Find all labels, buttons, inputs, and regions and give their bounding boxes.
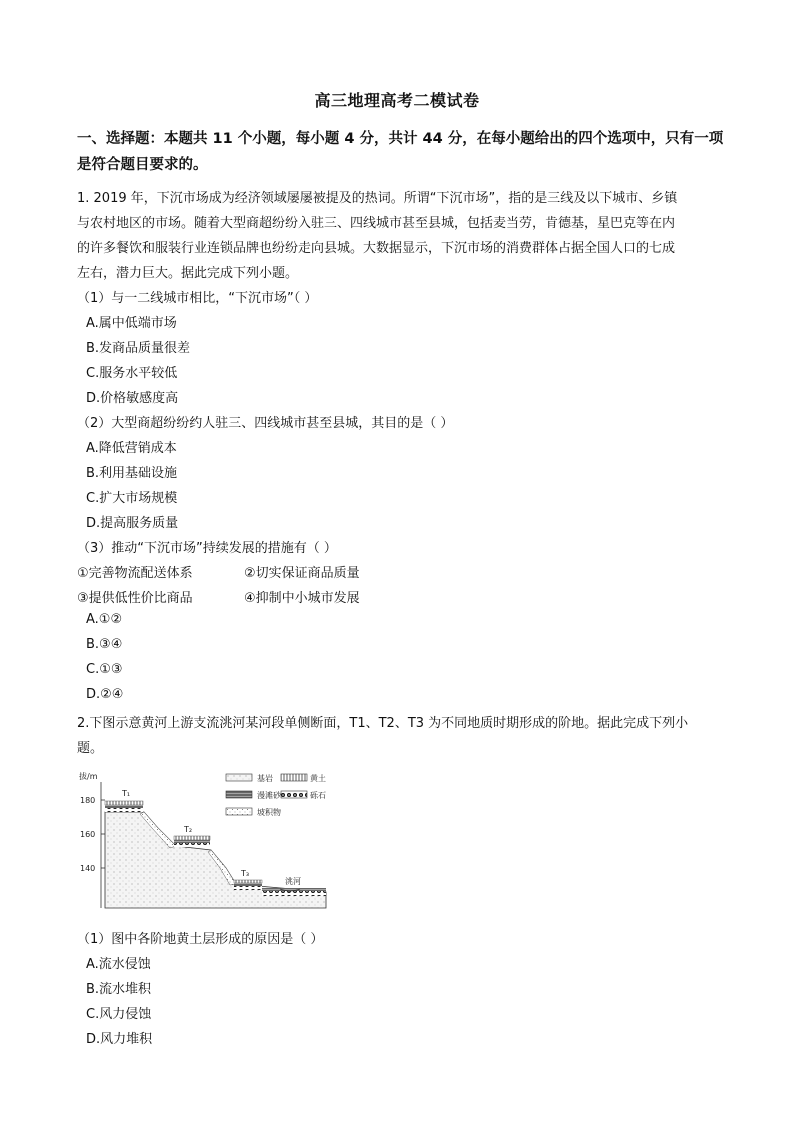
legend-label: 基岩: [257, 774, 273, 783]
q1-sub2-option-a[interactable]: A.降低营销成本: [86, 441, 177, 456]
q2-passage-line: 题。: [77, 741, 104, 756]
q2-sub1-option-a[interactable]: A.流水侵蚀: [86, 957, 151, 972]
q1-sub1-option-a[interactable]: A.属中低端市场: [86, 316, 177, 331]
river-label: 洮河: [285, 877, 301, 886]
page-title: 高三地理高考二模试卷: [314, 91, 480, 110]
q1-sub1-option-b[interactable]: B.发商品质量很差: [86, 341, 191, 356]
q1-sub3-option-c[interactable]: C.①③: [86, 662, 123, 677]
q1-sub1-stem: （1）与一二线城市相比，“下沉市场”（ ）: [77, 291, 318, 306]
q1-sub2-option-d[interactable]: D.提高服务质量: [86, 516, 179, 531]
q2-sub1-stem: （1）图中各阶地黄土层形成的原因是（ ）: [77, 932, 324, 947]
q1-passage-line: 的许多餐饮和服装行业连锁品牌也纷纷走向县城。大数据显示，下沉市场的消费群体占据全国人口的七成: [77, 241, 676, 256]
terrace-label-t1: T₁: [122, 789, 131, 798]
y-axis-label: 拔/m: [79, 772, 98, 781]
q1-passage-line: 与农村地区的市场。随着大型商超纷纷入驻三、四线城市甚至县城，包括麦当劳，肯德基，星巴克等在内: [77, 216, 676, 231]
y-tick-140: 140: [80, 864, 96, 873]
legend-label: 坡积物: [257, 808, 281, 817]
legend-label: 黄土: [310, 774, 326, 783]
q1-sub3-statement-4: ④抑制中小城市发展: [244, 591, 360, 606]
q1-passage-line: 左右，潜力巨大。据此完成下列小题。: [77, 266, 299, 281]
terrace-label-t2: T₂: [184, 825, 193, 834]
terrace-label-t3: T₃: [241, 869, 250, 878]
q1-sub3-statement-2: ②切实保证商品质量: [244, 566, 360, 581]
q1-sub3-stem: （3）推动“下沉市场”持续发展的措施有（ ）: [77, 541, 337, 556]
q1-sub2-option-c[interactable]: C.扩大市场规模: [86, 491, 178, 506]
q1-sub3-option-a[interactable]: A.①②: [86, 612, 123, 627]
q1-sub2-option-b[interactable]: B.利用基础设施: [86, 466, 178, 481]
terrace-cross-section-figure: [76, 768, 338, 914]
q1-sub3-statement-1: ①完善物流配送体系: [77, 566, 193, 581]
legend-label: 砾石: [310, 791, 326, 800]
q1-sub1-option-d[interactable]: D.价格敏感度高: [86, 391, 179, 406]
section-header: 一、选择题：本题共 11 个小题，每小题 4 分，共计 44 分，在每小题给出的四个选项中，只有一项是符合题目要求的。: [77, 131, 724, 173]
q1-passage-line: 1. 2019 年，下沉市场成为经济领域屡屡被提及的热词。所谓“下沉市场”，指的是三线及以下城市、乡镇: [77, 191, 678, 206]
legend-label: 漫滩砂: [257, 791, 281, 800]
q1-sub1-option-c[interactable]: C.服务水平较低: [86, 366, 178, 381]
q2-passage-line: 2.下图示意黄河上游支流洮河某河段单侧断面，T1、T2、T3 为不同地质时期形成的阶地。据此完成下列小: [77, 716, 689, 731]
q2-sub1-option-d[interactable]: D.风力堆积: [86, 1032, 153, 1047]
q2-sub1-option-b[interactable]: B.流水堆积: [86, 982, 152, 997]
q1-sub3-option-b[interactable]: B.③④: [86, 637, 123, 652]
q2-sub1-option-c[interactable]: C.风力侵蚀: [86, 1007, 152, 1022]
q1-sub3-statement-3: ③提供低性价比商品: [77, 591, 193, 606]
q1-sub3-option-d[interactable]: D.②④: [86, 687, 124, 702]
y-tick-160: 160: [80, 830, 96, 839]
y-tick-180: 180: [80, 796, 96, 805]
q1-sub2-stem: （2）大型商超纷纷约人驻三、四线城市甚至县城，其目的是（ ）: [77, 416, 454, 431]
